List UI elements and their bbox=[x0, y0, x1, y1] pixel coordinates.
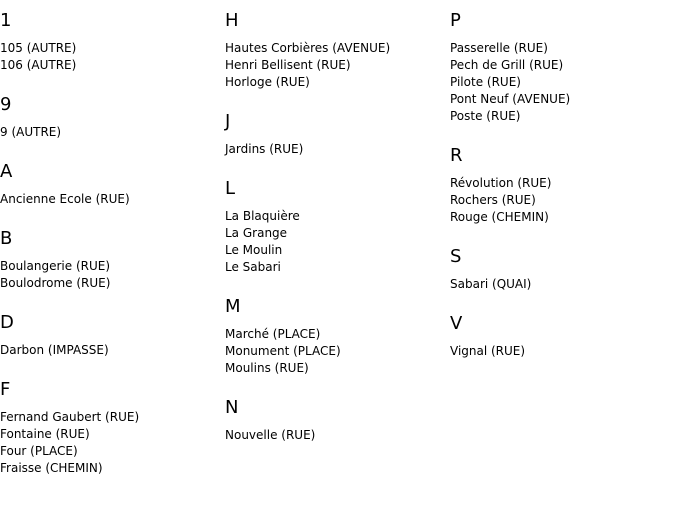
letter-group bbox=[225, 296, 445, 377]
street-link[interactable]: Darbon (IMPASSE) bbox=[0, 343, 109, 357]
street-link[interactable]: Monument (PLACE) bbox=[225, 344, 341, 358]
letter-group bbox=[225, 397, 445, 444]
letter-heading: V bbox=[450, 313, 463, 334]
street-link[interactable]: 105 (AUTRE) bbox=[0, 41, 77, 55]
street-link[interactable]: Hautes Corbières (AVENUE) bbox=[225, 41, 391, 55]
street-link[interactable]: Jardins (RUE) bbox=[225, 142, 304, 156]
letter-group bbox=[225, 178, 445, 276]
street-link[interactable]: Sabari (QUAI) bbox=[450, 277, 532, 291]
letter-heading: R bbox=[450, 145, 463, 166]
street-list bbox=[225, 326, 445, 377]
index-column-1 bbox=[0, 10, 220, 497]
street-link[interactable]: La Blaquière bbox=[225, 209, 300, 223]
letter-heading: H bbox=[225, 10, 239, 31]
street-link[interactable]: Pont Neuf (AVENUE) bbox=[450, 92, 571, 106]
letter-heading: S bbox=[450, 246, 462, 267]
street-link[interactable]: Four (PLACE) bbox=[0, 444, 78, 458]
letter-heading: 1 bbox=[0, 10, 12, 31]
street-list bbox=[450, 276, 670, 293]
street-list bbox=[0, 342, 220, 359]
street-link[interactable]: Fontaine (RUE) bbox=[0, 427, 90, 441]
street-link[interactable]: 9 (AUTRE) bbox=[0, 125, 62, 139]
letter-group bbox=[225, 111, 445, 158]
street-list bbox=[0, 40, 220, 74]
street-link[interactable]: Vignal (RUE) bbox=[450, 344, 526, 358]
street-link[interactable]: Horloge (RUE) bbox=[225, 75, 310, 89]
street-list bbox=[225, 141, 445, 158]
street-list bbox=[450, 343, 670, 360]
letter-heading: J bbox=[225, 111, 231, 132]
street-link[interactable]: Le Sabari bbox=[225, 260, 281, 274]
street-link[interactable]: Marché (PLACE) bbox=[225, 327, 321, 341]
letter-group bbox=[0, 228, 220, 292]
letter-group bbox=[450, 10, 670, 125]
index-column-3 bbox=[450, 10, 670, 380]
street-list bbox=[450, 40, 670, 125]
letter-group bbox=[0, 379, 220, 477]
street-list bbox=[0, 124, 220, 141]
street-link[interactable]: Ancienne Ecole (RUE) bbox=[0, 192, 130, 206]
letter-group bbox=[0, 10, 220, 74]
street-list bbox=[0, 191, 220, 208]
letter-group bbox=[450, 145, 670, 226]
street-link[interactable]: Rouge (CHEMIN) bbox=[450, 210, 549, 224]
street-link[interactable]: Nouvelle (RUE) bbox=[225, 428, 316, 442]
letter-heading: P bbox=[450, 10, 461, 31]
street-link[interactable]: Fraisse (CHEMIN) bbox=[0, 461, 103, 475]
street-link[interactable]: 106 (AUTRE) bbox=[0, 58, 77, 72]
letter-heading: A bbox=[0, 161, 13, 182]
letter-group bbox=[450, 246, 670, 293]
letter-heading: N bbox=[225, 397, 239, 418]
street-link[interactable]: Henri Bellisent (RUE) bbox=[225, 58, 351, 72]
street-list bbox=[0, 409, 220, 477]
street-link[interactable]: Révolution (RUE) bbox=[450, 176, 552, 190]
street-list bbox=[0, 258, 220, 292]
letter-group bbox=[225, 10, 445, 91]
street-link[interactable]: Poste (RUE) bbox=[450, 109, 521, 123]
letter-heading: L bbox=[225, 178, 236, 199]
letter-group bbox=[0, 161, 220, 208]
letter-group bbox=[450, 313, 670, 360]
street-link[interactable]: Passerelle (RUE) bbox=[450, 41, 548, 55]
street-list bbox=[450, 175, 670, 226]
street-link[interactable]: Pech de Grill (RUE) bbox=[450, 58, 564, 72]
letter-heading: M bbox=[225, 296, 241, 317]
street-list bbox=[225, 208, 445, 276]
letter-group bbox=[0, 312, 220, 359]
street-link[interactable]: Rochers (RUE) bbox=[450, 193, 536, 207]
street-link[interactable]: Moulins (RUE) bbox=[225, 361, 309, 375]
street-link[interactable]: Boulodrome (RUE) bbox=[0, 276, 111, 290]
letter-heading: B bbox=[0, 228, 13, 249]
street-link[interactable]: Boulangerie (RUE) bbox=[0, 259, 111, 273]
letter-heading: F bbox=[0, 379, 11, 400]
letter-group bbox=[0, 94, 220, 141]
street-list bbox=[225, 40, 445, 91]
street-link[interactable]: La Grange bbox=[225, 226, 288, 240]
letter-heading: 9 bbox=[0, 94, 12, 115]
index-column-2 bbox=[225, 10, 445, 464]
street-link[interactable]: Pilote (RUE) bbox=[450, 75, 521, 89]
street-list bbox=[225, 427, 445, 444]
street-link[interactable]: Le Moulin bbox=[225, 243, 283, 257]
letter-heading: D bbox=[0, 312, 14, 333]
street-link[interactable]: Fernand Gaubert (RUE) bbox=[0, 410, 140, 424]
